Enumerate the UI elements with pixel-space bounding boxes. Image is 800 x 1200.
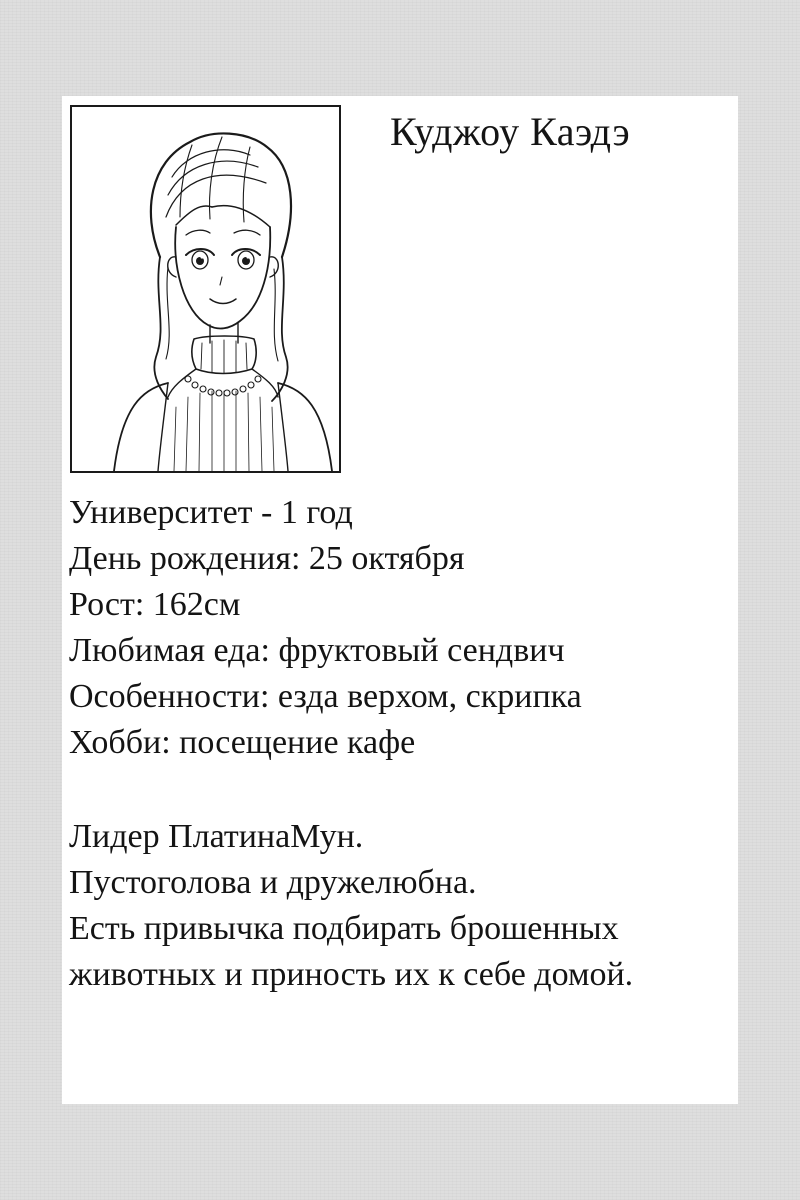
bio-line: Есть привычка подбирать брошенных [69, 910, 619, 947]
profile-details [69, 490, 582, 766]
profile-line-school: Университет - 1 год [69, 494, 353, 531]
profile-line-skills: Особенности: езда верхом, скрипка [69, 678, 582, 715]
bio-line: животных и приность их к себе домой. [69, 956, 634, 993]
profile-line-birthday: День рождения: 25 октября [69, 540, 465, 577]
bio-line: Лидер ПлатинаМун. [69, 818, 364, 855]
character-name: Куджоу Каэдэ [390, 109, 631, 154]
profile-card [62, 96, 738, 1104]
profile-bio [69, 814, 633, 998]
bio-line: Пустоголова и дружелюбна. [69, 864, 477, 901]
profile-line-height: Рост: 162см [69, 586, 241, 623]
character-portrait [72, 107, 339, 471]
profile-line-favorite-food: Любимая еда: фруктовый сендвич [69, 632, 565, 669]
profile-line-hobby: Хобби: посещение кафе [69, 724, 416, 761]
portrait-frame [70, 105, 341, 473]
